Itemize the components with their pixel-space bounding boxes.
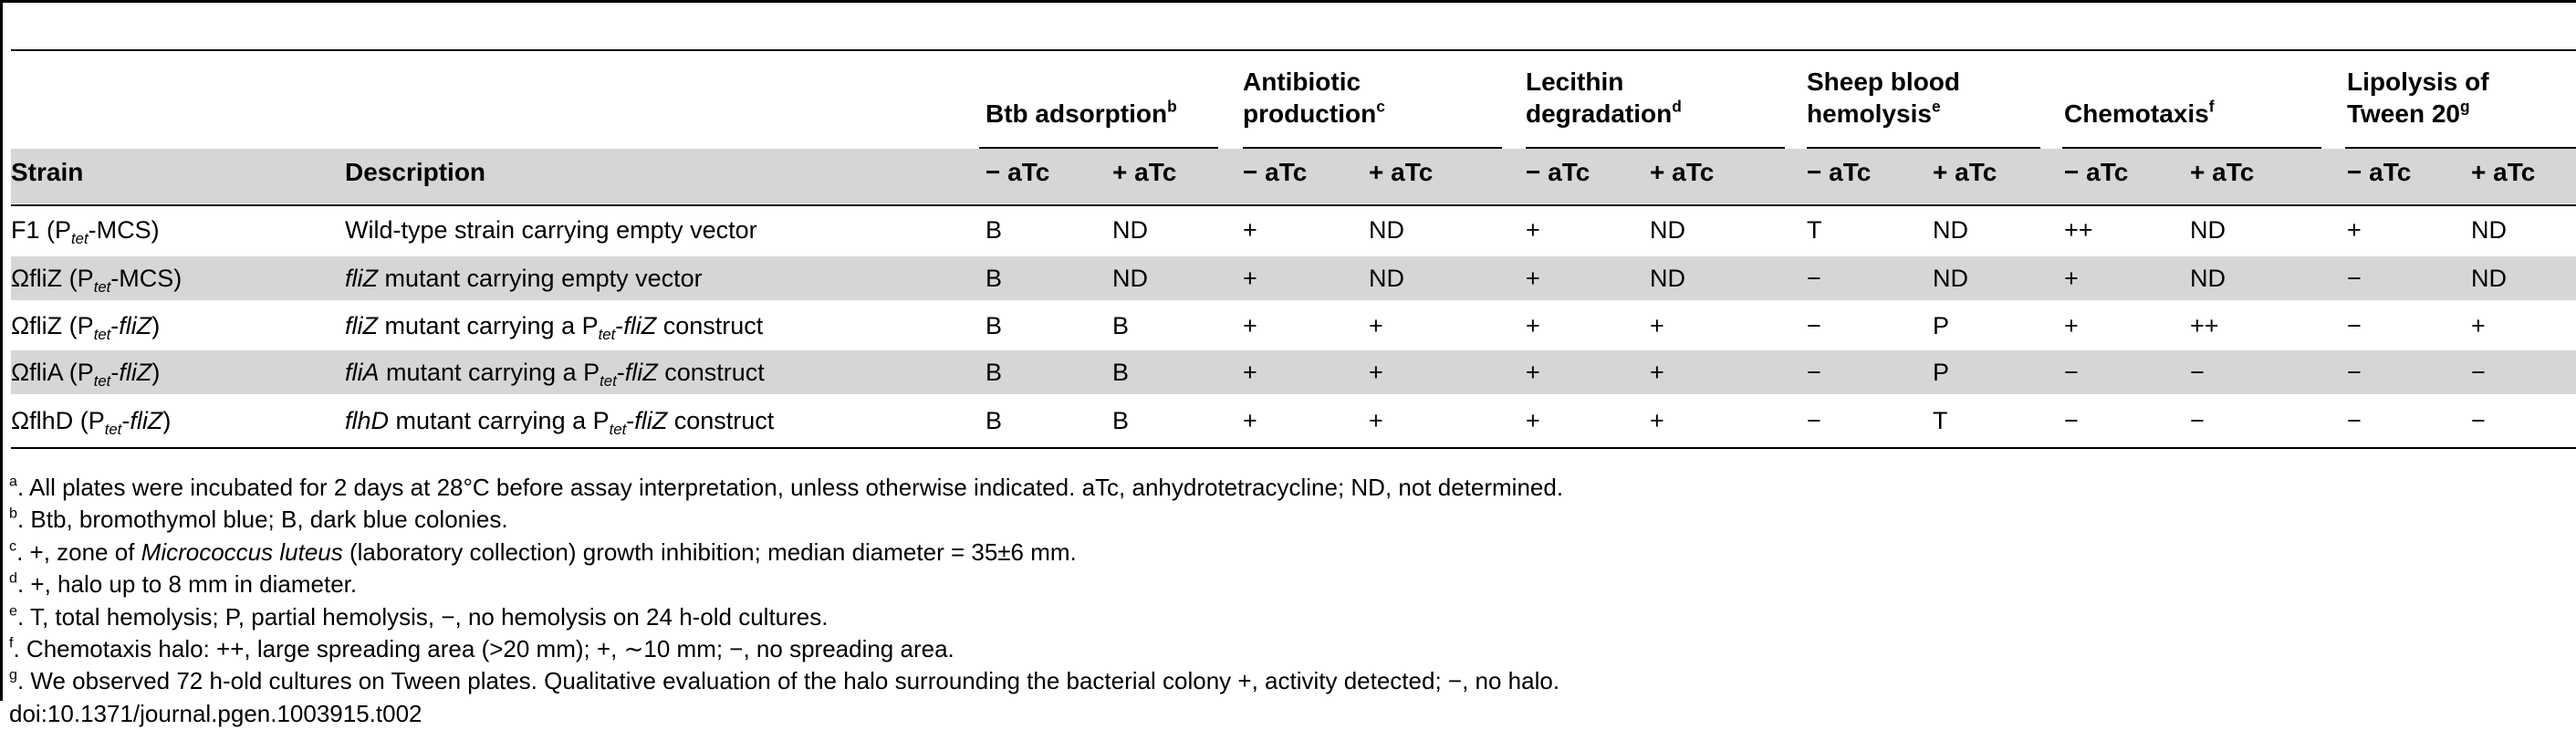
cell-r1-c10: ND (2190, 216, 2226, 244)
cell-r2-c5: + (1526, 265, 1540, 292)
row-4-strain: ΩfliA $(P_{tet}-fliZ)$ (11, 359, 161, 390)
footnote-c: $^c$. +, zone of Micrococcus luteus (laboratory collection) growth inhibition; median diameter = 35±6 mm. (9, 537, 1077, 566)
cell-r4-c11: − (2347, 359, 2362, 386)
col-header-antibiotic-minus: − aTc (1243, 158, 1308, 186)
cell-r3-c4: + (1369, 312, 1383, 339)
group-header-lecithin-line1: Lecithin (1526, 68, 1624, 96)
doi-text[interactable]: doi:10.1371/journal.pgen.1003915.t002 (9, 700, 422, 727)
cell-r5-c5: + (1526, 407, 1540, 434)
col-header-lecithin-minus: − aTc (1526, 158, 1590, 186)
col-header-lecithin-plus: + aTc (1650, 158, 1715, 186)
col-header-hemolysis-minus: − aTc (1807, 158, 1872, 186)
cell-r4-c3: + (1243, 359, 1257, 386)
group-underline-2 (1243, 147, 1502, 149)
cell-r3-c5: + (1526, 312, 1540, 339)
col-header-strain: Strain (11, 158, 84, 186)
group-header-hemolysis-line1: Sheep blood (1807, 68, 1960, 96)
cell-r2-c9: + (2064, 265, 2079, 292)
cell-r4-c8: P (1933, 359, 1950, 386)
cell-r4-c6: + (1650, 359, 1664, 386)
row-1-description: Wild-type strain carrying empty vector (345, 216, 757, 244)
cell-r4-c5: + (1526, 359, 1540, 386)
col-header-antibiotic-plus: + aTc (1369, 158, 1434, 186)
cell-r2-c3: + (1243, 265, 1257, 292)
group-underline-5 (2062, 147, 2321, 149)
group-header-antibiotic-line1: Antibiotic (1243, 68, 1361, 96)
cell-r3-c9: + (2064, 312, 2079, 339)
cell-r5-c10: − (2190, 407, 2205, 434)
cell-r4-c9: − (2064, 359, 2079, 386)
footnote-d: $^d$. +, halo up to 8 mm in diameter. (9, 569, 358, 598)
cell-r4-c7: − (1807, 359, 1821, 386)
cell-r5-c2: B (1112, 407, 1130, 434)
header-bottom-rule (11, 204, 2576, 206)
row-2-description: fliZ mutant carrying empty vector (345, 265, 703, 292)
cell-r1-c7: T (1807, 216, 1822, 244)
col-header-chemotaxis-plus: + aTc (2190, 158, 2255, 186)
cell-r2-c4: ND (1369, 265, 1404, 292)
footnote-b: $^b$. Btb, bromothymol blue; B, dark blue colonies. (9, 505, 508, 533)
group-header-hemolysis: hemolysis$^e$ (1807, 97, 1941, 128)
group-header-chemotaxis: Chemotaxis$^f$ (2064, 97, 2215, 128)
cell-r3-c11: − (2347, 312, 2362, 339)
cell-r1-c6: ND (1650, 216, 1685, 244)
cell-r2-c1: B (986, 265, 1003, 292)
cell-r5-c7: − (1807, 407, 1821, 434)
cell-r4-c10: − (2190, 359, 2205, 386)
col-header-btb-plus: + aTc (1112, 158, 1177, 186)
cell-r1-c8: ND (1933, 216, 1968, 244)
col-header-description: Description (345, 158, 486, 186)
row-1-strain: F1 $(P_{tet}-MCS)$ (11, 216, 160, 247)
table-bottom-rule (11, 447, 2576, 449)
footnote-a: $^a$. All plates were incubated for 2 days at 28°C before assay interpretation, unless otherwise indicated. aTc, anhydrotetracycline; ND, not determined. (9, 473, 1564, 501)
cell-r1-c1: B (986, 216, 1003, 244)
cell-r1-c3: + (1243, 216, 1257, 244)
cell-r3-c3: + (1243, 312, 1257, 339)
cell-r4-c4: + (1369, 359, 1383, 386)
cell-r2-c2: ND (1112, 265, 1148, 292)
col-header-btb-minus: − aTc (986, 158, 1050, 186)
cell-r5-c9: − (2064, 407, 2079, 434)
cell-r5-c11: − (2347, 407, 2362, 434)
footnote-g: $^g$. We observed 72 h-old cultures on Tween plates. Qualitative evaluation of the halo surrounding the bacterial colony +, activity detected; −, no halo. (9, 666, 1560, 694)
cell-r5-c1: B (986, 407, 1003, 434)
cell-r1-c5: + (1526, 216, 1540, 244)
cell-r2-c7: − (1807, 265, 1821, 292)
group-header-lipolysis-line1: Lipolysis of (2347, 68, 2489, 96)
group-underline-3 (1526, 147, 1785, 149)
cell-r3-c1: B (986, 312, 1003, 339)
cell-r1-c4: ND (1369, 216, 1404, 244)
col-header-lipolysis-minus: − aTc (2347, 158, 2412, 186)
cell-r4-c1: B (986, 359, 1003, 386)
table-top-rule (11, 49, 2576, 51)
row-5-description: flhD mutant carrying a $P_{tet}$-fliZ construct (345, 407, 775, 438)
cell-r5-c6: + (1650, 407, 1664, 434)
row-3-description: fliZ mutant carrying a $P_{tet}$-fliZ construct (345, 312, 764, 343)
cell-r3-c10: ++ (2190, 312, 2219, 339)
cell-r1-c12: ND (2471, 216, 2507, 244)
group-header-antibiotic: production$^c$ (1243, 97, 1385, 128)
row-2-strain: ΩfliZ $(P_{tet}-MCS)$ (11, 265, 183, 296)
cell-r2-c8: ND (1933, 265, 1968, 292)
group-header-lipolysis: Tween 20$^g$ (2347, 97, 2470, 128)
cell-r4-c2: B (1112, 359, 1130, 386)
cell-r3-c7: − (1807, 312, 1821, 339)
col-header-lipolysis-plus: + aTc (2471, 158, 2536, 186)
group-underline-4 (1807, 147, 2040, 149)
left-border (0, 0, 3, 701)
cell-r5-c8: T (1933, 407, 1948, 434)
cell-r2-c12: ND (2471, 265, 2507, 292)
row-4-description: fliA mutant carrying a $P_{tet}$-fliZ construct (345, 359, 765, 390)
cell-r5-c3: + (1243, 407, 1257, 434)
col-header-hemolysis-plus: + aTc (1933, 158, 1997, 186)
group-header-lecithin: degradation$^d$ (1526, 97, 1682, 128)
cell-r1-c11: + (2347, 216, 2362, 244)
cell-r5-c4: + (1369, 407, 1383, 434)
row-3-strain: ΩfliZ $(P_{tet}-fliZ)$ (11, 312, 161, 343)
cell-r3-c2: B (1112, 312, 1130, 339)
cell-r2-c6: ND (1650, 265, 1685, 292)
cell-r3-c12: + (2471, 312, 2486, 339)
footnote-f: $^f$. Chemotaxis halo: ++, large spreading area (>20 mm); +, ∼10 mm; −, no spreading area. (9, 634, 954, 662)
cell-r1-c9: ++ (2064, 216, 2093, 244)
cell-r2-c10: ND (2190, 265, 2226, 292)
row-5-strain: ΩflhD $(P_{tet}-fliZ)$ (11, 407, 172, 438)
cell-r3-c6: + (1650, 312, 1664, 339)
cell-r3-c8: P (1933, 312, 1950, 339)
col-header-chemotaxis-minus: − aTc (2064, 158, 2129, 186)
group-header-btb: Btb adsorption$^b$ (986, 97, 1177, 128)
group-underline-1 (979, 147, 1218, 149)
cell-r1-c2: ND (1112, 216, 1148, 244)
cell-r5-c12: − (2471, 407, 2486, 434)
top-border (0, 0, 2576, 3)
cell-r2-c11: − (2347, 265, 2362, 292)
cell-r4-c12: − (2471, 359, 2486, 386)
group-underline-6 (2345, 147, 2576, 149)
footnote-e: $^e$. T, total hemolysis; P, partial hemolysis, −, no hemolysis on 24 h-old cultures. (9, 602, 829, 631)
